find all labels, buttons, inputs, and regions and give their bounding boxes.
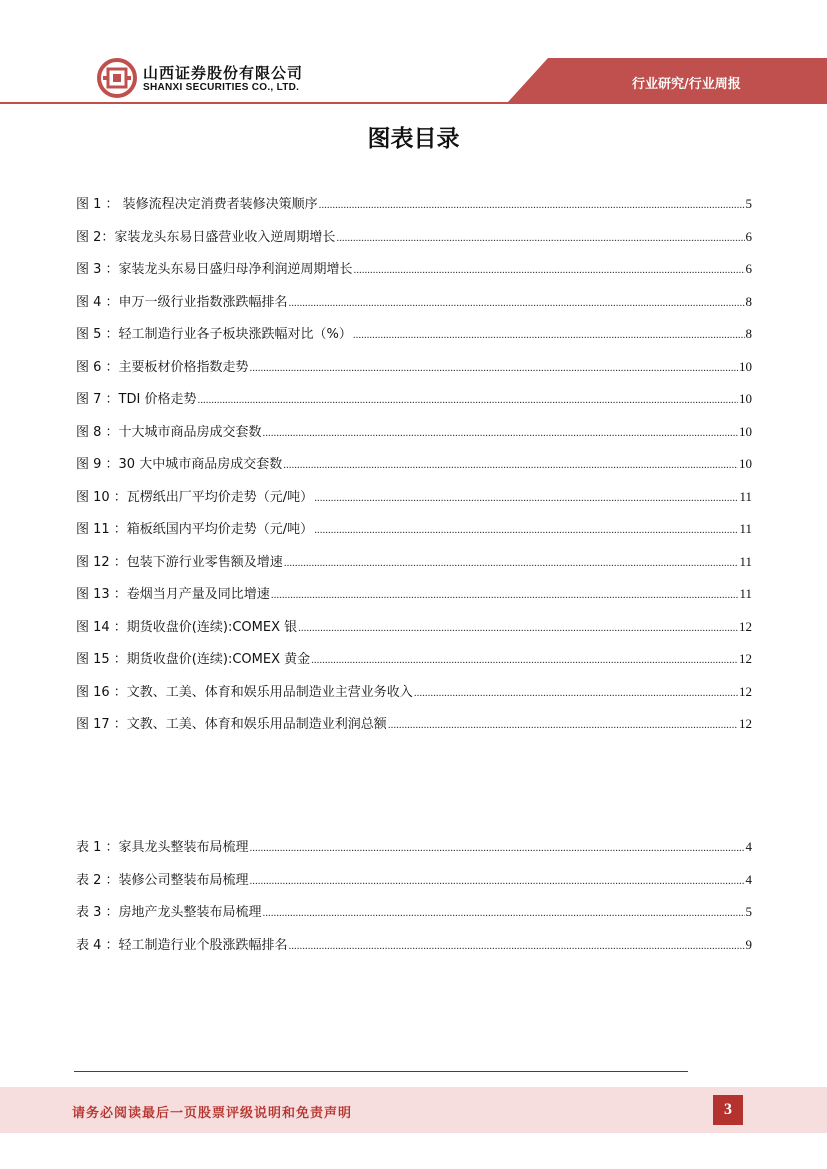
toc-entry-label: 表 1 ：家具龙头整装布局梳理 [76,840,249,855]
toc-entry-page: 12 [739,683,752,699]
company-name-cn: 山西证券股份有限公司 [143,64,304,82]
toc-entry-label: 图 5 ：轻工制造行业各子板块涨跌幅对比（%） [76,327,352,342]
toc-entry-page: 5 [745,904,752,919]
toc-entry-figure-15[interactable] [76,648,752,681]
toc-entry-figure-6[interactable] [76,356,752,389]
toc-entry-figure-9[interactable] [76,453,752,486]
toc-leader-dots [197,394,738,406]
toc-leader-dots [388,719,738,731]
toc-entry-label: 图 10 ：瓦楞纸出厂平均价走势（元/吨） [76,489,314,505]
toc-leader-dots [289,940,745,952]
page-header [0,0,827,110]
toc-entry-label: 图 14 ：期货收盘价(连续):COMEX 银 [76,619,298,635]
toc-entry-page: 4 [745,839,752,854]
toc-entry-label: 图 13 ：卷烟当月产量及同比增速 [76,587,270,602]
toc-entry-label: 图 9 ：30 大中城市商品房成交套数 [76,457,283,472]
toc-leader-dots [283,459,738,471]
toc-entry-page: 11 [739,521,752,536]
toc-entry-figure-10[interactable] [76,486,752,519]
toc-entry-figure-13[interactable] [76,583,752,616]
toc-entry-page: 6 [745,228,752,244]
toc-entry-page: 8 [745,293,752,309]
toc-entry-page: 12 [739,618,752,634]
toc-entry-page: 12 [739,716,752,731]
toc-entry-figure-12[interactable] [76,551,752,584]
toc-entry-table-3[interactable] [76,901,752,934]
toc-entry-page: 8 [745,326,752,341]
toc-leader-dots [271,589,739,601]
toc-leader-dots [263,427,738,439]
toc-entry-figure-5[interactable] [76,323,752,356]
report-type-label: 行业研究/行业周报 [632,77,741,92]
figure-toc [76,193,752,746]
toc-entry-label: 图 16 ：文教、工美、体育和娱乐用品制造业主营业务收入 [76,684,413,700]
toc-leader-dots [319,199,745,211]
toc-entry-figure-1[interactable] [76,193,752,226]
toc-entry-figure-16[interactable] [76,681,752,714]
toc-leader-dots [289,297,745,309]
toc-entry-table-4[interactable] [76,934,752,967]
toc-entry-figure-17[interactable] [76,713,752,746]
toc-entry-label: 图 8 ：十大城市商品房成交套数 [76,424,262,440]
toc-leader-dots [336,232,744,244]
footer-disclaimer: 请务必阅读最后一页股票评级说明和免责声明 [72,1106,353,1121]
toc-leader-dots [250,875,745,887]
toc-entry-figure-7[interactable] [76,388,752,421]
toc-entry-figure-11[interactable] [76,518,752,551]
toc-entry-page: 10 [739,358,752,374]
toc-entry-label: 图 6 ：主要板材价格指数走势 [76,359,249,375]
toc-entry-label: 图 1 ： 装修流程决定消费者装修决策顺序 [76,197,318,212]
toc-entry-page: 11 [739,586,752,601]
toc-entry-figure-4[interactable] [76,291,752,324]
toc-leader-dots [250,842,745,854]
toc-entry-page: 10 [739,391,752,406]
page-number: 3 [713,1095,743,1125]
toc-entry-page: 10 [739,456,752,471]
toc-entry-page: 9 [745,936,752,952]
toc-entry-label: 图 11 ：箱板纸国内平均价走势（元/吨） [76,522,314,537]
toc-entry-label: 图 17 ：文教、工美、体育和娱乐用品制造业利润总额 [76,717,387,732]
company-name-en: SHANXI SECURITIES CO., LTD. [143,82,300,93]
toc-leader-dots [314,524,738,536]
toc-leader-dots [314,492,738,504]
page-title: 图表目录 [367,126,460,152]
toc-entry-page: 10 [739,423,752,439]
toc-entry-page: 11 [739,488,752,504]
toc-entry-figure-14[interactable] [76,616,752,649]
table-toc [76,836,752,966]
toc-entry-label: 图 15 ：期货收盘价(连续):COMEX 黄金 [76,652,311,667]
toc-entry-table-2[interactable] [76,869,752,902]
toc-entry-label: 表 2 ：装修公司整装布局梳理 [76,872,249,888]
toc-entry-label: 表 4 ：轻工制造行业个股涨跌幅排名 [76,937,288,953]
toc-entry-label: 表 3 ：房地产龙头整装布局梳理 [76,905,262,920]
footer-divider [74,1071,688,1072]
toc-entry-figure-8[interactable] [76,421,752,454]
toc-leader-dots [284,557,739,569]
toc-leader-dots [311,654,738,666]
toc-entry-page: 12 [739,651,752,666]
shanxi-securities-logo-icon [97,58,137,98]
toc-leader-dots [414,687,738,699]
toc-leader-dots [298,622,738,634]
toc-entry-label: 图 3 ：家装龙头东易日盛归母净利润逆周期增长 [76,262,353,277]
toc-entry-figure-2[interactable] [76,226,752,259]
toc-entry-page: 5 [745,196,752,211]
toc-entry-label: 图 12 ：包装下游行业零售额及增速 [76,554,283,570]
toc-entry-page: 6 [745,261,752,276]
toc-entry-label: 图 4 ：申万一级行业指数涨跌幅排名 [76,294,288,310]
toc-leader-dots [250,362,738,374]
toc-leader-dots [354,264,745,276]
toc-entry-table-1[interactable] [76,836,752,869]
toc-leader-dots [263,907,745,919]
toc-entry-label: 图 2：家装龙头东易日盛营业收入逆周期增长 [76,229,336,245]
toc-entry-label: 图 7 ：TDI 价格走势 [76,392,197,407]
toc-entry-figure-3[interactable] [76,258,752,291]
toc-entry-page: 11 [739,553,752,569]
toc-leader-dots [353,329,745,341]
toc-entry-page: 4 [745,871,752,887]
